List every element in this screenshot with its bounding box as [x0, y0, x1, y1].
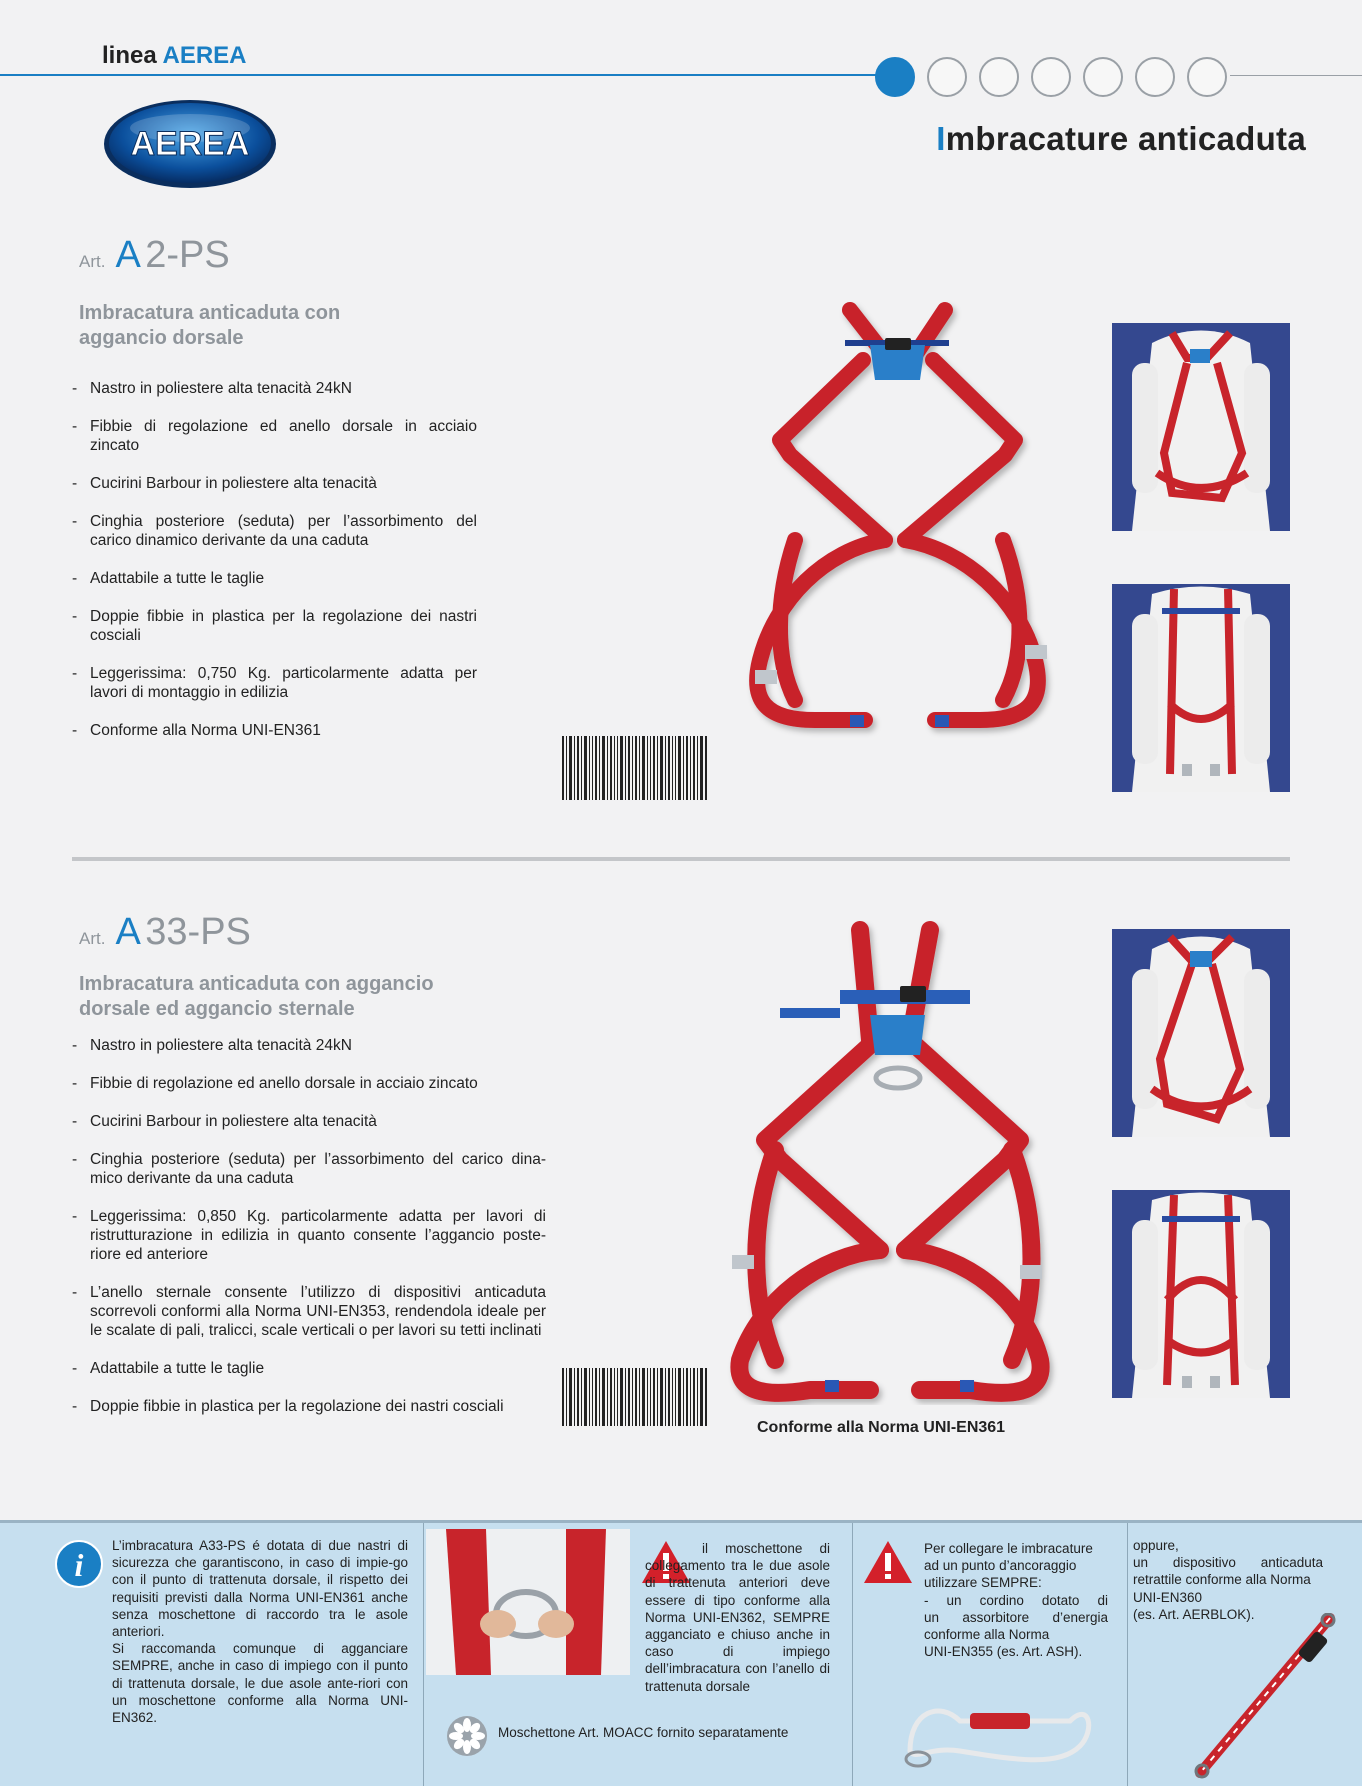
art-prefix: Art.: [79, 929, 106, 948]
harness-a2ps-illustration: [735, 300, 1065, 770]
feature-item: - Leggerissima: 0,850 Kg. particolarmente adatta per lavori di ristrutturazione in edilizia in quanto consente l’aggancio poste-riore ed anteriore: [70, 1207, 546, 1264]
harness-a33ps-illustration: [720, 920, 1080, 1405]
photo-a33ps-back: [1112, 929, 1290, 1137]
art-letter: A: [115, 911, 141, 953]
feature-item: - Fibbie di regolazione ed anello dorsale in acciaio zincato: [70, 417, 477, 455]
feature-item: - Cinghia posteriore (seduta) per l’assorbimento del carico dinamico derivante da una caduta: [70, 512, 477, 550]
subtitle-line: Imbracatura anticaduta con aggancio: [79, 973, 434, 995]
warning-icon: [862, 1539, 914, 1585]
subtitle-line: Imbracatura anticaduta con: [79, 302, 341, 324]
retractable-line: UNI-EN360: [1133, 1589, 1203, 1605]
subtitle-line: aggancio dorsale: [79, 327, 244, 349]
section-divider: [72, 857, 1290, 861]
art-letter: A: [115, 234, 141, 276]
subtitle-line: dorsale ed aggancio sternale: [79, 998, 355, 1020]
svg-text:i: i: [74, 1547, 84, 1583]
page-dot-6: [1135, 57, 1175, 97]
retractable-line: (es. Art. AERBLOK).: [1133, 1606, 1255, 1622]
info-note: [112, 1537, 408, 1726]
aerea-logo: [102, 98, 278, 190]
info-icon: [55, 1540, 103, 1588]
page-dot-1: [875, 57, 915, 97]
page-dot-4: [1031, 57, 1071, 97]
line-word: linea: [102, 42, 157, 69]
page-dot-7: [1187, 57, 1227, 97]
line-brand: AEREA: [162, 42, 247, 69]
anchorage-line: - un cordino dotato di: [924, 1592, 1108, 1608]
photo-a2ps-front: [1112, 584, 1290, 792]
feature-item: - Cucirini Barbour in poliestere alta tenacità: [70, 474, 477, 493]
info-paragraph: L’imbracatura A33-PS é dotata di due nastri di sicurezza che garantiscono, in caso di impie-go con il punto di trattenuta dorsale, il rispetto dei requisiti previsti dalla Norma UNI-EN361 anche senza moschettone di raccordo tra le asole anteriori.: [112, 1538, 408, 1640]
photo-a33ps-front: [1112, 1190, 1290, 1398]
anchorage-line: utilizzare SEMPRE:: [924, 1575, 1042, 1591]
product-2-norm-caption: Conforme alla Norma UNI-EN361: [757, 1419, 1006, 1436]
footer-separator: [423, 1523, 424, 1786]
moschettone-note: Moschettone Art. MOACC fornito separatamente: [498, 1725, 789, 1740]
page-title-rest: mbracature anticaduta: [945, 120, 1306, 157]
logo-text: AEREA: [130, 125, 250, 163]
page-dot-3: [979, 57, 1019, 97]
retractable-line: oppure,: [1133, 1538, 1179, 1553]
feature-item: - L’anello sternale consente l’utilizzo di dispositivi anticaduta scorrevoli conformi alla Norma UNI-EN353, rendendola ideale per le scalate di pali, tralicci, scale verticali o per lavori su tetti inclinati: [70, 1283, 546, 1340]
feature-item: - Cinghia posteriore (seduta) per l’assorbimento del carico dina-mico derivante da una caduta: [70, 1150, 546, 1188]
header-rule-gray: [1230, 75, 1362, 76]
product-1-features: [70, 379, 477, 740]
feature-item: - Nastro in poliestere alta tenacità 24kN: [70, 1036, 546, 1055]
photo-moschettone-in-use: [426, 1529, 630, 1675]
feature-item: - Adattabile a tutte le taglie: [70, 569, 477, 588]
art-code: 2-PS: [145, 234, 230, 276]
product-2-article: [79, 911, 251, 954]
feature-item: - Fibbie di regolazione ed anello dorsale in acciaio zincato: [70, 1074, 546, 1093]
feature-item: - Cucirini Barbour in poliestere alta tenacità: [70, 1112, 546, 1131]
page-indicator: [875, 57, 1227, 97]
info-paragraph: Si raccomanda comunque di agganciare SEMPRE, anche in caso di impiego con il punto di trattenuta dorsale, le due asole ante-riori con un moschettone conforme alla Norma UNI-EN362.: [112, 1641, 408, 1726]
feature-item: - Leggerissima: 0,750 Kg. particolarmente adatta per lavori di montaggio in edilizia: [70, 664, 477, 702]
product-1-barcode: [560, 736, 710, 800]
feature-item: - Conforme alla Norma UNI-EN361: [70, 721, 477, 740]
anchorage-line: Per collegare le imbracature: [924, 1541, 1093, 1556]
product-2-features: [70, 1036, 546, 1416]
product-1-subtitle: [79, 301, 340, 351]
page-title: [936, 120, 1306, 158]
gear-icon: [446, 1715, 488, 1757]
retractable-line: retrattile conforme alla Norma: [1133, 1572, 1311, 1588]
page-dot-5: [1083, 57, 1123, 97]
feature-item: - Nastro in poliestere alta tenacità 24kN: [70, 379, 477, 398]
product-2-subtitle: [79, 972, 434, 1022]
product-2-barcode: [560, 1368, 710, 1426]
art-code: 33-PS: [145, 911, 251, 953]
art-prefix: Art.: [79, 252, 106, 271]
header-rule: [0, 74, 880, 76]
lanyard-ash-illustration: [900, 1691, 1100, 1771]
page-dot-2: [927, 57, 967, 97]
anchorage-line: ad un punto d’ancoraggio: [924, 1558, 1077, 1574]
footer-separator: [852, 1523, 853, 1786]
footer-separator: [1127, 1523, 1128, 1786]
retractable-option: [1133, 1537, 1323, 1623]
feature-item: - Doppie fibbie in plastica per la regolazione dei nastri cosciali: [70, 1397, 546, 1416]
anchorage-line: UNI-EN355 (es. Art. ASH).: [924, 1644, 1083, 1660]
product-1-article: [79, 234, 230, 277]
photo-a2ps-back: [1112, 323, 1290, 531]
retractable-line: un dispositivo anticaduta: [1133, 1555, 1323, 1571]
anchorage-line: conforme alla Norma: [924, 1627, 1050, 1643]
anchorage-instructions: [924, 1540, 1108, 1660]
feature-item: - Doppie fibbie in plastica per la regolazione dei nastri cosciali: [70, 607, 477, 645]
footer-notes: [0, 1520, 1362, 1786]
aerblok-retractable-illustration: [1190, 1613, 1340, 1783]
page-title-first-letter: I: [936, 120, 946, 157]
feature-item: - Adattabile a tutte le taglie: [70, 1359, 546, 1378]
moschettone-warning: il moschettone di collegamento tra le due asole di trattenuta anteriori deve essere di tipo conforme alla Norma UNI-EN362, SEMPRE agganciato e chiuso anche in caso di impiego dell’imbracatura con l’anello di trattenuta dorsale: [645, 1541, 830, 1694]
product-line-label: [102, 42, 247, 70]
anchorage-line: un assorbitore d’energia: [924, 1609, 1108, 1625]
